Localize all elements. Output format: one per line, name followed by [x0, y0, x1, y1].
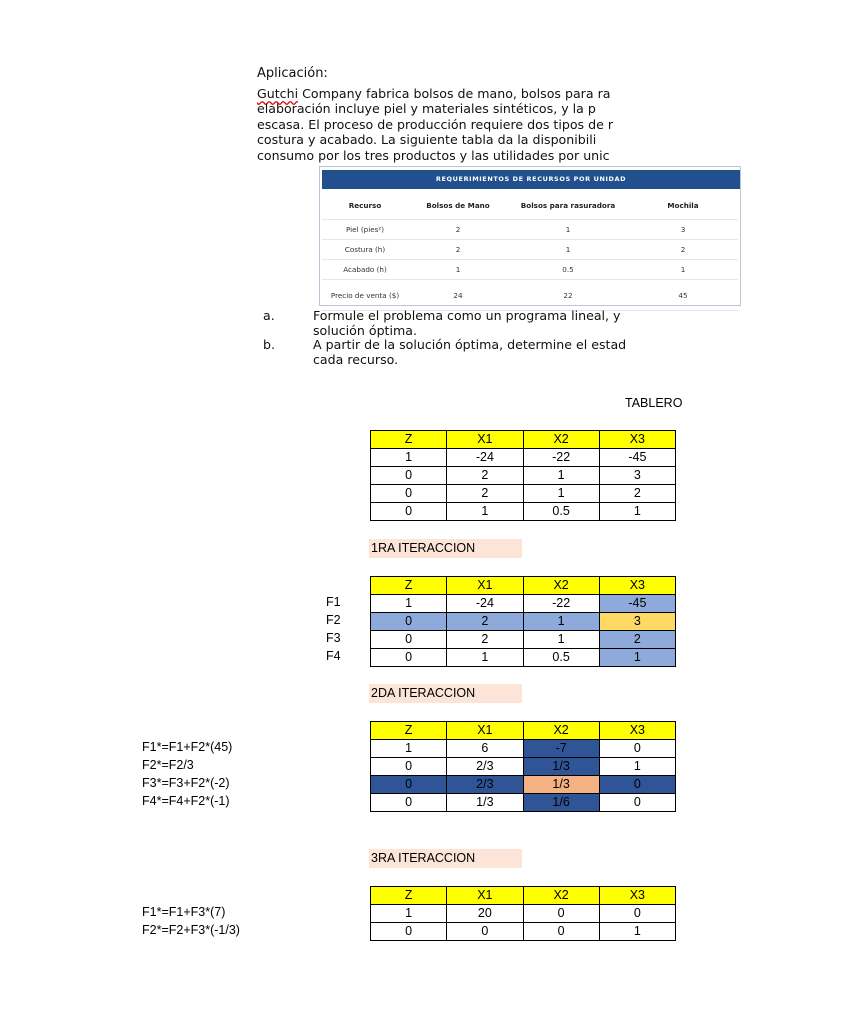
table-row — [371, 905, 676, 923]
req-cell: 2 — [628, 240, 738, 260]
header-cell[interactable]: Z — [371, 887, 447, 905]
cell[interactable]: 0 — [371, 923, 447, 941]
iteration-2-label[interactable]: 2DA ITERACCION — [369, 684, 522, 703]
req-row — [322, 280, 738, 311]
req-cell: Acabado (h) — [322, 260, 408, 280]
pivot-column-cell[interactable]: 1/3 — [523, 758, 599, 776]
table-row — [371, 485, 676, 503]
iteration-1-label[interactable]: 1RA ITERACCION — [369, 539, 522, 558]
pivot-row-cell[interactable]: 2 — [447, 613, 523, 631]
req-cell: 0.5 — [508, 260, 628, 280]
cell[interactable]: 1 — [447, 649, 523, 667]
pivot-row-cell[interactable]: 2/3 — [447, 776, 523, 794]
header-cell[interactable]: Z — [371, 722, 447, 740]
header-cell[interactable]: X1 — [447, 577, 523, 595]
row-label[interactable]: F2 — [326, 613, 341, 627]
row-formula[interactable]: F4*=F4+F2*(-1) — [142, 794, 230, 808]
pivot-element-cell[interactable]: 1/3 — [523, 776, 599, 794]
row-formula[interactable]: F1*=F1+F3*(7) — [142, 905, 226, 919]
cell[interactable]: 0 — [523, 923, 599, 941]
problem-text — [257, 86, 857, 163]
cell[interactable]: 0.5 — [523, 649, 599, 667]
table-row — [371, 758, 676, 776]
header-cell[interactable]: X3 — [599, 887, 675, 905]
header-row — [371, 577, 676, 595]
iteration-3-tableau — [370, 886, 676, 941]
row-formula[interactable]: F1*=F1+F2*(45) — [142, 740, 233, 754]
question-letter: a. — [263, 308, 275, 323]
problem-line: elaboración incluye piel y materiales sintéticos, y la p — [257, 101, 596, 117]
table-row — [371, 467, 676, 485]
req-col-header: Mochila — [628, 191, 738, 220]
req-row — [322, 240, 738, 260]
question-text: Formule el problema como un programa lineal, y solución óptima. — [313, 308, 621, 338]
req-row — [322, 260, 738, 280]
cell[interactable]: 1 — [523, 485, 599, 503]
cell[interactable]: 0 — [371, 467, 447, 485]
cell[interactable]: 0 — [371, 631, 447, 649]
header-row — [371, 887, 676, 905]
pivot-element-cell[interactable]: 3 — [599, 613, 675, 631]
cell[interactable]: 20 — [447, 905, 523, 923]
header-cell[interactable]: X2 — [523, 577, 599, 595]
table-row — [371, 923, 676, 941]
cell[interactable]: 0 — [599, 794, 675, 812]
header-cell[interactable]: X3 — [599, 431, 675, 449]
header-cell[interactable]: Z — [371, 577, 447, 595]
requirements-table — [319, 166, 741, 306]
cell[interactable]: 0 — [523, 905, 599, 923]
cell[interactable]: 2 — [447, 467, 523, 485]
cell[interactable]: -24 — [447, 595, 523, 613]
cell[interactable]: 0 — [599, 740, 675, 758]
cell[interactable]: 2 — [447, 485, 523, 503]
question-text: A partir de la solución óptima, determine el estad cada recurso. — [313, 337, 627, 367]
req-cell: 1 — [508, 220, 628, 240]
cell[interactable]: 1 — [447, 503, 523, 521]
pivot-row-cell[interactable]: 0 — [371, 613, 447, 631]
initial-tableau — [370, 430, 676, 521]
pivot-column-cell[interactable]: 1/6 — [523, 794, 599, 812]
req-cell: Precio de venta ($) — [322, 280, 408, 311]
iteration-1-tableau — [370, 576, 676, 667]
req-cell: 3 — [628, 220, 738, 240]
pivot-column-cell[interactable]: 2 — [599, 631, 675, 649]
problem-title: Aplicación: — [257, 66, 328, 81]
row-formula[interactable]: F2*=F2+F3*(-1/3) — [142, 923, 240, 937]
question-letter: b. — [263, 337, 275, 352]
pivot-row-cell[interactable]: 1 — [523, 613, 599, 631]
problem-statement-image — [257, 62, 699, 374]
pivot-column-cell[interactable]: -7 — [523, 740, 599, 758]
req-cell: 24 — [408, 280, 508, 311]
table-row — [371, 503, 676, 521]
header-cell[interactable]: Z — [371, 431, 447, 449]
cell[interactable]: 1 — [371, 905, 447, 923]
iteration-2-tableau — [370, 721, 676, 812]
row-label[interactable]: F1 — [326, 595, 341, 609]
problem-line: costura y acabado. La siguiente tabla da la disponibili — [257, 132, 597, 148]
cell[interactable]: -24 — [447, 449, 523, 467]
req-col-header: Bolsos de Mano — [408, 191, 508, 220]
misspelled-word: Gutchi — [257, 86, 299, 101]
cell[interactable]: 1/3 — [447, 794, 523, 812]
req-cell: 45 — [628, 280, 738, 311]
row-label[interactable]: F4 — [326, 649, 341, 663]
requirements-header: REQUERIMIENTOS DE RECURSOS POR UNIDAD — [322, 170, 740, 189]
cell[interactable]: 0 — [371, 794, 447, 812]
question-a — [257, 309, 857, 338]
req-cell: 2 — [408, 240, 508, 260]
req-cell: 1 — [408, 260, 508, 280]
table-row — [371, 794, 676, 812]
cell[interactable]: 0 — [371, 503, 447, 521]
cell[interactable]: 1 — [599, 923, 675, 941]
header-cell[interactable]: X2 — [523, 431, 599, 449]
header-cell[interactable]: X1 — [447, 887, 523, 905]
cell[interactable]: 1 — [371, 449, 447, 467]
iteration-3-label[interactable]: 3RA ITERACCION — [369, 849, 522, 868]
row-label[interactable]: F3 — [326, 631, 341, 645]
cell[interactable]: 0 — [371, 758, 447, 776]
pivot-row — [371, 776, 676, 794]
cell[interactable]: 1 — [599, 758, 675, 776]
req-cell: 22 — [508, 280, 628, 311]
cell[interactable]: 2 — [599, 485, 675, 503]
problem-line: escasa. El proceso de producción requiere dos tipos de r — [257, 116, 614, 132]
requirements-grid — [322, 191, 738, 311]
cell[interactable]: 2 — [447, 631, 523, 649]
table-row — [371, 740, 676, 758]
header-row — [371, 722, 676, 740]
pivot-row-cell[interactable]: 0 — [371, 776, 447, 794]
cell[interactable]: -22 — [523, 595, 599, 613]
cell[interactable]: 1 — [523, 467, 599, 485]
cell[interactable]: -45 — [599, 449, 675, 467]
cell[interactable]: 0 — [371, 649, 447, 667]
cell[interactable]: 3 — [599, 467, 675, 485]
header-cell[interactable]: X3 — [599, 577, 675, 595]
header-cell[interactable]: X1 — [447, 722, 523, 740]
cell[interactable]: 0.5 — [523, 503, 599, 521]
table-row — [371, 631, 676, 649]
header-row — [371, 431, 676, 449]
req-row — [322, 220, 738, 240]
questions — [257, 309, 857, 367]
req-cell: 1 — [508, 240, 628, 260]
cell[interactable]: 0 — [599, 905, 675, 923]
cell[interactable]: 0 — [371, 485, 447, 503]
cell[interactable]: 1 — [371, 595, 447, 613]
cell[interactable]: 0 — [447, 923, 523, 941]
table-row — [371, 649, 676, 667]
header-cell[interactable]: X2 — [523, 887, 599, 905]
problem-line: consumo por los tres productos y las utilidades por unic — [257, 147, 610, 163]
pivot-column-cell[interactable]: 1 — [599, 649, 675, 667]
question-b — [257, 338, 857, 367]
cell[interactable]: 1 — [371, 740, 447, 758]
header-cell[interactable]: X2 — [523, 722, 599, 740]
table-row — [371, 595, 676, 613]
req-col-header: Bolsos para rasuradora — [508, 191, 628, 220]
req-cell: Costura (h) — [322, 240, 408, 260]
header-cell[interactable]: X3 — [599, 722, 675, 740]
row-formula[interactable]: F3*=F3+F2*(-2) — [142, 776, 230, 790]
req-cell: 1 — [628, 260, 738, 280]
header-cell[interactable]: X1 — [447, 431, 523, 449]
req-cell: 2 — [408, 220, 508, 240]
cell[interactable]: -22 — [523, 449, 599, 467]
table-row — [371, 449, 676, 467]
row-formula[interactable]: F2*=F2/3 — [142, 758, 194, 772]
req-cell: Piel (pies²) — [322, 220, 408, 240]
cell[interactable]: 1 — [599, 503, 675, 521]
cell[interactable]: 2/3 — [447, 758, 523, 776]
tablero-label: TABLERO — [625, 396, 683, 410]
pivot-row — [371, 613, 676, 631]
pivot-column-cell[interactable]: -45 — [599, 595, 675, 613]
cell[interactable]: 1 — [523, 631, 599, 649]
pivot-row-cell[interactable]: 0 — [599, 776, 675, 794]
cell[interactable]: 6 — [447, 740, 523, 758]
problem-line: Gutchi Company fabrica bolsos de mano, bolsos para ra — [257, 86, 611, 101]
requirements-header-row — [322, 191, 738, 220]
req-col-header: Recurso — [322, 191, 408, 220]
